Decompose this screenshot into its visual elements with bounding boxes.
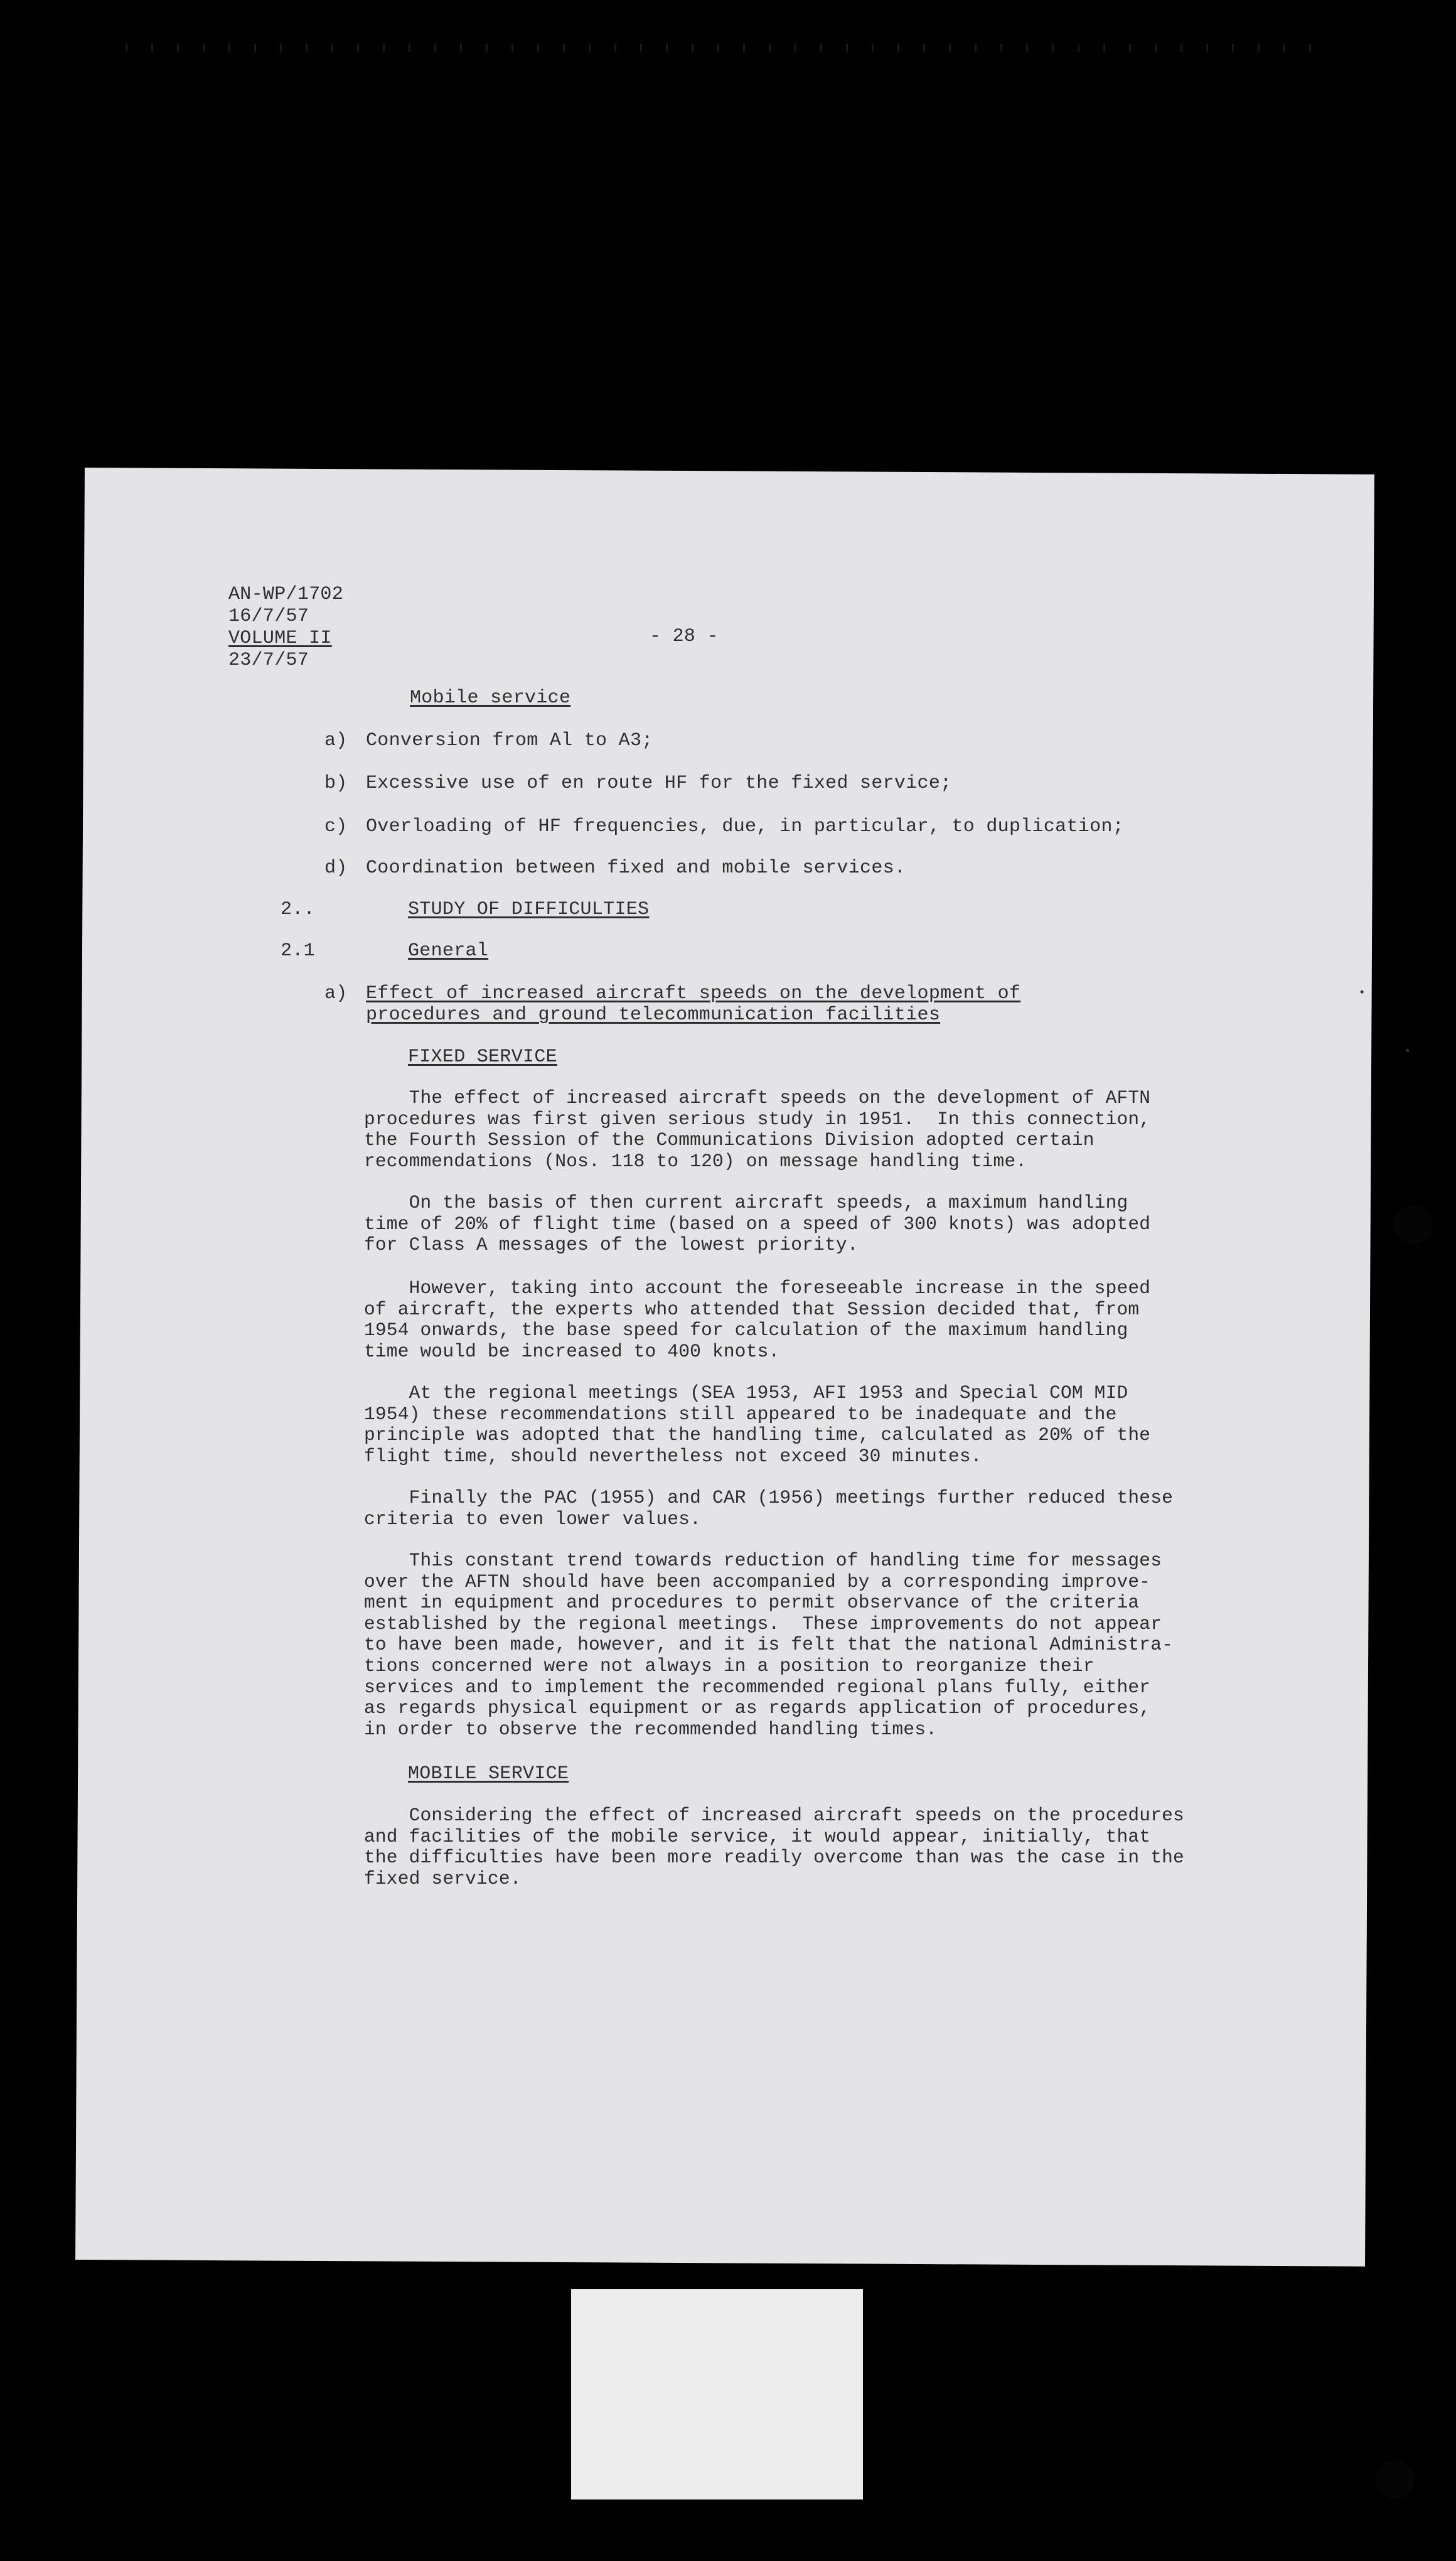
- list-item-letter: c): [324, 816, 348, 837]
- mobile-service-heading: Mobile service: [410, 687, 571, 709]
- paragraph-line: and facilities of the mobile service, it would appear, initially, that: [364, 1825, 1151, 1847]
- list-item-text: Excessive use of en route HF for the fixed service;: [366, 773, 952, 794]
- fixed-paragraph: [364, 1192, 1151, 1256]
- paragraph-line: ment in equipment and procedures to permit observance of the criteria: [364, 1592, 1140, 1614]
- scan-edge-dust: [126, 44, 1318, 51]
- paragraph-line: as regards physical equipment or as regards application of procedures,: [364, 1697, 1151, 1719]
- mobile-service-caps-heading: MOBILE SERVICE: [408, 1763, 569, 1785]
- paragraph-line: At the regional meetings (SEA 1953, AFI 1953 and Special COM MID: [364, 1382, 1128, 1404]
- list-item-letter: d): [324, 857, 348, 879]
- paragraph-line: 1954 onwards, the base speed for calculation of the maximum handling: [364, 1319, 1128, 1341]
- paragraph-line: Considering the effect of increased aircraft speeds on the procedures: [364, 1805, 1184, 1826]
- paragraph-line: This constant trend towards reduction of handling time for messages: [364, 1550, 1162, 1571]
- blank-card: [571, 2289, 863, 2499]
- list-item-text: Coordination between fixed and mobile services.: [366, 857, 906, 879]
- fixed-paragraph: [364, 1487, 1174, 1530]
- mobile-paragraph: [364, 1805, 1184, 1889]
- paragraph-line: procedures was first given serious study in 1951. In this connection,: [364, 1108, 1151, 1130]
- list-item-letter: b): [324, 773, 348, 794]
- fixed-paragraph: [364, 1382, 1151, 1467]
- subsection-letter: a): [324, 983, 348, 1004]
- doc-revision-date: 23/7/57: [228, 650, 309, 671]
- paragraph-line: Finally the PAC (1955) and CAR (1956) meetings further reduced these: [364, 1487, 1174, 1508]
- subsection-number: 2.1: [281, 940, 315, 962]
- paragraph-line: criteria to even lower values.: [364, 1508, 702, 1530]
- paragraph-line: flight time, should nevertheless not exceed 30 minutes.: [364, 1445, 982, 1467]
- fixed-service-heading: FIXED SERVICE: [408, 1046, 557, 1068]
- paragraph-line: On the basis of then current aircraft speeds, a maximum handling: [364, 1192, 1128, 1213]
- paper-speck: [1406, 1049, 1409, 1052]
- paragraph-line: time would be increased to 400 knots.: [364, 1340, 780, 1362]
- paragraph-line: the difficulties have been more readily overcome than was the case in the: [364, 1847, 1184, 1869]
- paper-speck: [1361, 991, 1364, 994]
- fixed-paragraph: [364, 1277, 1151, 1362]
- paragraph-line: in order to observe the recommended handling times.: [364, 1718, 938, 1740]
- list-item-text: Conversion from Al to A3;: [366, 730, 653, 751]
- paragraph-line: for Class A messages of the lowest priority.: [364, 1234, 859, 1256]
- paragraph-line: tions concerned were not always in a position to reorganize their: [364, 1655, 1095, 1677]
- paragraph-line: However, taking into account the foreseeable increase in the speed: [364, 1277, 1151, 1299]
- paragraph-line: services and to implement the recommended regional plans fully, either: [364, 1676, 1151, 1698]
- paragraph-line: fixed service.: [364, 1867, 522, 1889]
- fixed-paragraph: [364, 1087, 1151, 1172]
- paragraph-line: principle was adopted that the handling time, calculated as 20% of the: [364, 1424, 1151, 1446]
- doc-volume: VOLUME II: [228, 628, 332, 649]
- paragraph-line: time of 20% of flight time (based on a speed of 300 knots) was adopted: [364, 1213, 1151, 1235]
- subsection-title: General: [408, 940, 489, 962]
- list-item-letter: a): [324, 730, 348, 751]
- fixed-paragraph: [364, 1550, 1174, 1740]
- punch-hole: [1375, 2460, 1414, 2499]
- page-number: - 28 -: [650, 626, 719, 647]
- punch-hole: [1394, 1205, 1433, 1243]
- doc-ref-number: AN-WP/1702: [228, 584, 344, 605]
- doc-date: 16/7/57: [228, 606, 309, 627]
- paragraph-line: over the AFTN should have been accompanied by a corresponding improve-: [364, 1570, 1151, 1592]
- paragraph-line: 1954) these recommendations still appeared to be inadequate and the: [364, 1403, 1117, 1425]
- list-item-text: Overloading of HF frequencies, due, in particular, to duplication;: [366, 816, 1124, 837]
- paragraph-line: of aircraft, the experts who attended that Session decided that, from: [364, 1298, 1140, 1320]
- section-title: STUDY OF DIFFICULTIES: [408, 899, 650, 920]
- document-page: [75, 468, 1374, 2267]
- paragraph-line: to have been made, however, and it is felt that the national Administra-: [364, 1634, 1174, 1656]
- paragraph-line: the Fourth Session of the Communications Division adopted certain: [364, 1129, 1095, 1151]
- section-number: 2..: [281, 899, 315, 920]
- paragraph-line: The effect of increased aircraft speeds on the development of AFTN: [364, 1087, 1151, 1109]
- subsection-title-line: procedures and ground telecommunication facilities: [366, 1004, 941, 1026]
- paragraph-line: recommendations (Nos. 118 to 120) on message handling time.: [364, 1150, 1027, 1172]
- paragraph-line: established by the regional meetings. These improvements do not appear: [364, 1613, 1162, 1635]
- subsection-title-line: Effect of increased aircraft speeds on the development of: [366, 983, 1021, 1004]
